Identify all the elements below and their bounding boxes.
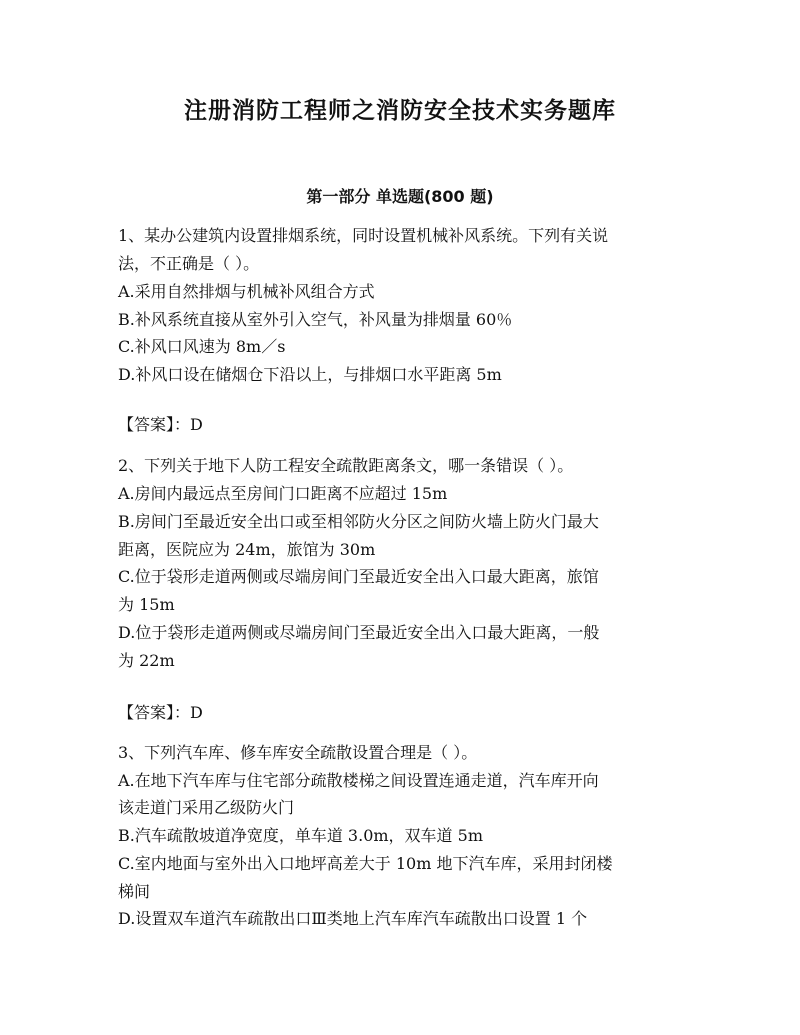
- question-2-stem-line-1: 2、下列关于地下人防工程安全疏散距离条文，哪一条错误（ ）。: [118, 456, 574, 475]
- question-2-option-c-line-2: 为 15m: [118, 595, 175, 614]
- question-3-option-a-line-1: A.在地下汽车库与住宅部分疏散楼梯之间设置连通走道，汽车库开向: [118, 771, 599, 790]
- question-2-option-d-line-2: 为 22m: [118, 651, 175, 670]
- question-3-option-a-line-2: 该走道门采用乙级防火门: [118, 798, 295, 817]
- question-3-option-d: D.设置双车道汽车疏散出口Ⅲ类地上汽车库汽车疏散出口设置 1 个: [118, 909, 588, 928]
- document-title: 注册消防工程师之消防安全技术实务题库: [184, 98, 616, 124]
- question-3-option-c-line-1: C.室内地面与室外出入口地坪高差大于 10m 地下汽车库，采用封闭楼: [118, 854, 613, 873]
- question-1-option-d: D.补风口设在储烟仓下沿以上，与排烟口水平距离 5m: [118, 365, 502, 384]
- question-1-option-a: A.采用自然排烟与机械补风组合方式: [118, 282, 375, 301]
- question-1-option-c: C.补风口风速为 8m／s: [118, 337, 286, 356]
- question-1-option-b: B.补风系统直接从室外引入空气，补风量为排烟量 60％: [118, 310, 513, 329]
- question-3-option-c-line-2: 梯间: [118, 882, 151, 901]
- question-2-option-b-line-2: 距离，医院应为 24m，旅馆为 30m: [118, 540, 376, 559]
- question-2-answer: 【答案】：D: [118, 703, 203, 722]
- question-2-option-c-line-1: C.位于袋形走道两侧或尽端房间门至最近安全出入口最大距离，旅馆: [118, 567, 599, 586]
- question-2-option-a: A.房间内最远点至房间门口距离不应超过 15m: [118, 484, 448, 503]
- question-1-answer: 【答案】：D: [118, 415, 203, 434]
- question-2-option-b-line-1: B.房间门至最近安全出口或至相邻防火分区之间防火墙上防火门最大: [118, 512, 599, 531]
- question-1-stem-line-1: 1、某办公建筑内设置排烟系统，同时设置机械补风系统。下列有关说: [118, 226, 609, 245]
- question-3-stem-line-1: 3、下列汽车库、修车库安全疏散设置合理是（ ）。: [118, 743, 478, 762]
- question-2-option-d-line-1: D.位于袋形走道两侧或尽端房间门至最近安全出入口最大距离，一般: [118, 623, 600, 642]
- question-1-stem-line-2: 法，不正确是（ ）。: [118, 254, 260, 273]
- question-3-option-b: B.汽车疏散坡道净宽度，单车道 3.0m，双车道 5m: [118, 826, 483, 845]
- section-heading: 第一部分 单选题(800 题): [306, 187, 494, 206]
